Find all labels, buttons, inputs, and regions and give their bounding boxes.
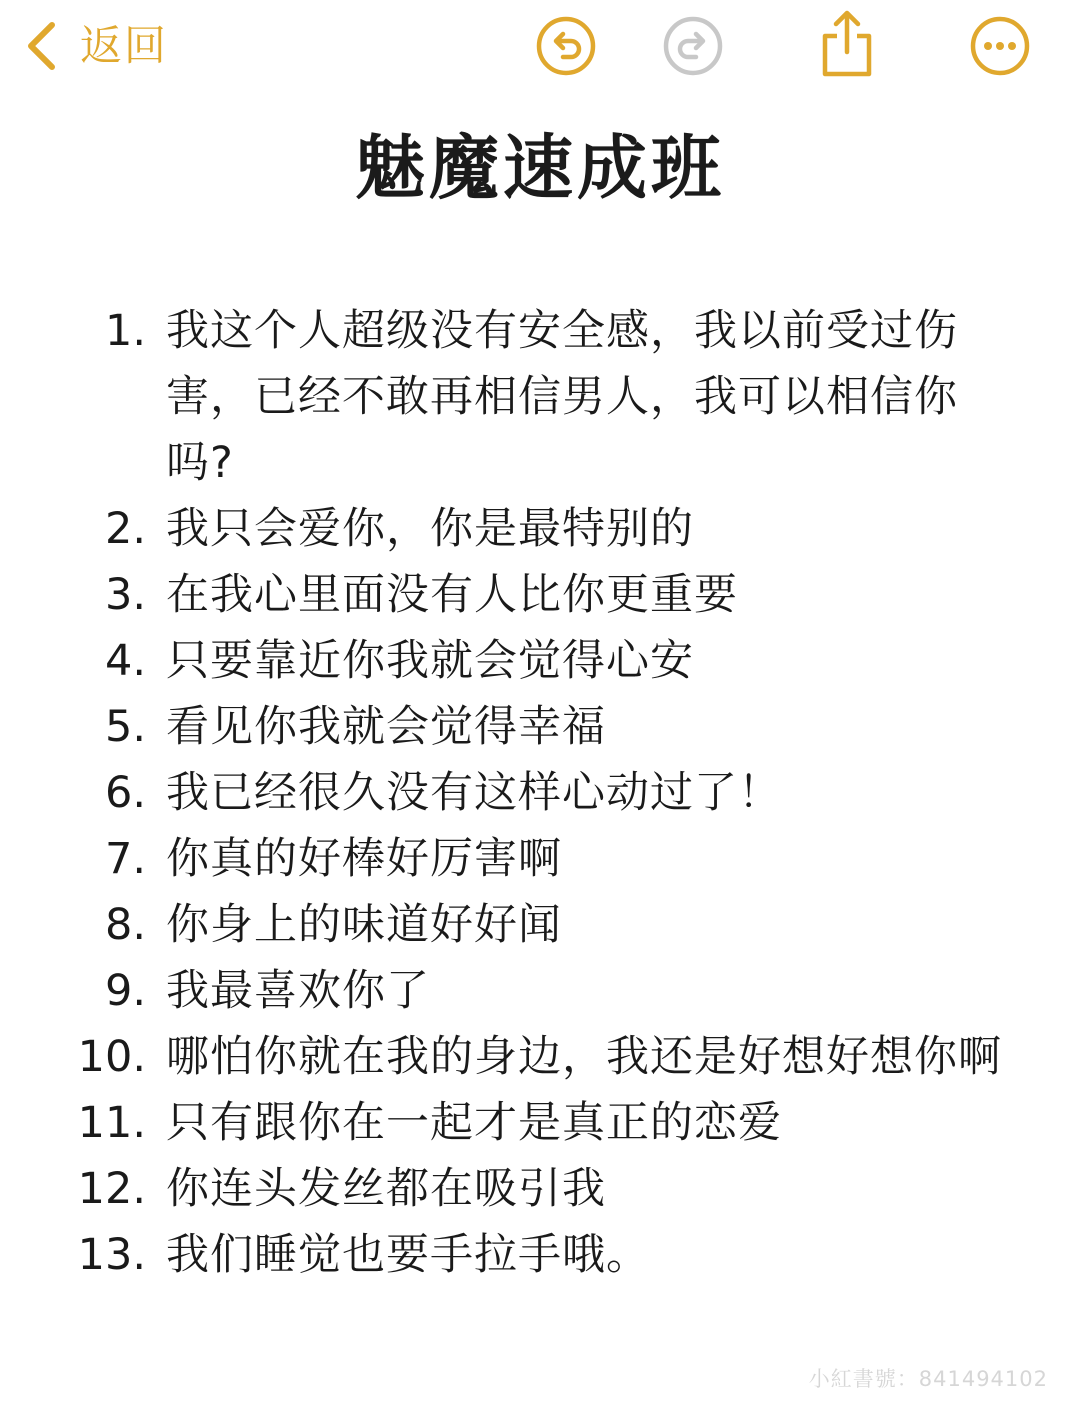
list-item: [0, 628, 1080, 694]
back-label: 返回: [80, 21, 169, 70]
list-item-number: 9.: [104, 966, 146, 1016]
share-icon: [815, 8, 879, 80]
list-item-number: 13.: [77, 1230, 146, 1280]
list-item: [0, 298, 1080, 496]
list-item-text: 我最喜欢你了: [166, 966, 430, 1016]
list-item-number: 8.: [104, 900, 146, 950]
list-item: [0, 1156, 1080, 1222]
list-item: [0, 892, 1080, 958]
list-item-text: 在我心里面没有人比你更重要: [166, 570, 738, 620]
list-item-text: 我已经很久没有这样心动过了！: [166, 768, 782, 818]
list-item: [0, 562, 1080, 628]
list-item-text: 你真的好棒好厉害啊: [166, 834, 562, 884]
undo-button[interactable]: [534, 14, 598, 78]
list-item: [0, 496, 1080, 562]
list-item: [0, 694, 1080, 760]
list-item-text: 我只会爱你，你是最特别的: [166, 504, 694, 554]
list-item-number: 3.: [104, 570, 146, 620]
list-item: [0, 958, 1080, 1024]
watermark: 小紅書號：841494102: [808, 1367, 1048, 1391]
list-item-number: 7.: [104, 834, 146, 884]
list-item: [0, 826, 1080, 892]
list-item-number: 6.: [104, 768, 146, 818]
redo-icon: [661, 14, 725, 78]
redo-button[interactable]: [661, 14, 725, 78]
list-item: [0, 1090, 1080, 1156]
list-item-number: 5.: [104, 702, 146, 752]
note-title: 魅魔速成班: [355, 127, 725, 209]
list-item-number: 10.: [77, 1032, 146, 1082]
note-list[interactable]: [0, 298, 1080, 1288]
list-item-text: 你身上的味道好好闻: [166, 900, 562, 950]
list-item-number: 2.: [104, 504, 146, 554]
list-item-number: 11.: [77, 1098, 146, 1148]
list-item-text: 看见你我就会觉得幸福: [166, 702, 606, 752]
more-icon: [968, 14, 1032, 78]
chevron-left-icon: [24, 21, 58, 71]
list-item: [0, 1222, 1080, 1288]
list-item-number: 12.: [77, 1164, 146, 1214]
share-button[interactable]: [815, 8, 879, 72]
list-item-text: 我这个人超级没有安全感，我以前受过伤害，已经不敢再相信男人，我可以相信你吗?: [166, 306, 958, 488]
toolbar: [0, 0, 1080, 96]
more-button[interactable]: [968, 14, 1032, 78]
list-item-number: 1.: [104, 306, 146, 356]
list-item-text: 我们睡觉也要手拉手哦。: [166, 1230, 650, 1280]
undo-icon: [534, 14, 598, 78]
list-item: [0, 1024, 1080, 1090]
list-item: [0, 760, 1080, 826]
list-item-text: 哪怕你就在我的身边，我还是好想好想你啊: [166, 1032, 1002, 1082]
list-item-text: 你连头发丝都在吸引我: [166, 1164, 606, 1214]
list-item-text: 只有跟你在一起才是真正的恋爱: [166, 1098, 782, 1148]
list-item-number: 4.: [104, 636, 146, 686]
list-item-text: 只要靠近你我就会觉得心安: [166, 636, 694, 686]
back-button[interactable]: [24, 18, 168, 74]
